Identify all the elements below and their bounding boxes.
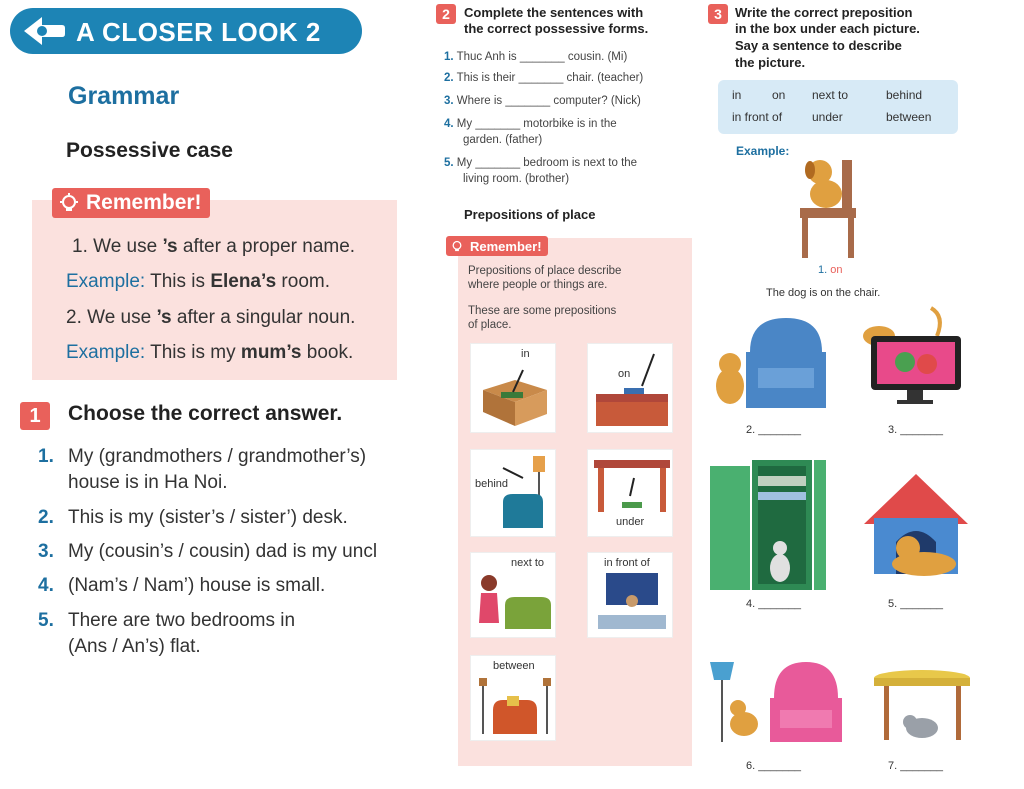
remember-badge-label: Remember!	[86, 191, 202, 214]
remember-badge	[446, 236, 548, 256]
answer-blank-2[interactable]: 2. _______	[746, 424, 802, 436]
exercise-2-item-cont: living room. (brother)	[463, 173, 570, 185]
exercise-3-number: 3	[708, 4, 728, 24]
exercise-2-number: 2	[436, 4, 456, 24]
answer-blank-7[interactable]: 7. _______	[888, 760, 944, 772]
picture-behind	[470, 449, 556, 537]
picture-between	[470, 655, 556, 741]
exercise-1-item-cont: house is in Ha Noi.	[68, 472, 228, 493]
tv-cat-illustration	[592, 571, 672, 635]
dog-on-chair-illustration	[790, 150, 870, 260]
word-option: next to	[812, 88, 849, 102]
answer-blank-5[interactable]: 5. _______	[888, 598, 944, 610]
example-1: Example: This is Elena’s room.	[66, 271, 331, 292]
picture-under	[587, 449, 673, 537]
exercise-3-title: Write the correct preposition	[735, 5, 913, 20]
exercise-2-item-cont: garden. (father)	[463, 134, 543, 146]
exercise-3-title: in the box under each picture.	[735, 21, 920, 36]
lamp-chair-illustration	[491, 454, 555, 536]
cat-under-table-illustration	[870, 668, 974, 744]
word-option: on	[772, 88, 786, 102]
label-behind: behind	[475, 478, 509, 490]
exercise-3-title: Say a sentence to describe	[735, 38, 902, 53]
rule-1: 1. We use ’s after a proper name.	[72, 236, 356, 257]
table-under-illustration	[592, 454, 672, 514]
label-between: between	[493, 660, 535, 672]
chair-lamps-illustration	[475, 674, 555, 738]
example-2: Example: This is my mum’s book.	[66, 342, 354, 363]
answer-blank-6[interactable]: 6. _______	[746, 760, 802, 772]
label-in-front-of: in front of	[604, 557, 650, 569]
word-option: in front of	[732, 110, 783, 124]
exercise-1-item: 2. This is my (sister’s / sister’) desk.	[38, 507, 348, 528]
exercise-1-item-cont: (Ans / An’s) flat.	[68, 636, 201, 657]
label-in: in	[521, 348, 530, 360]
page-title: A CLOSER LOOK 2	[76, 17, 321, 47]
exercise-2-item: 1. Thuc Anh is _______ cousin. (Mi)	[444, 51, 628, 63]
exercise-3-title: the picture.	[735, 55, 806, 70]
possessive-heading: Possessive case	[66, 139, 233, 162]
box-illustration	[477, 364, 551, 430]
word-option: between	[886, 110, 932, 124]
picture-next-to	[470, 552, 556, 638]
exercise-2-item: 4. My _______ motorbike is in the	[444, 118, 617, 130]
example-sentence: The dog is on the chair.	[766, 287, 881, 299]
word-box	[718, 80, 958, 134]
exercise-1-number: 1	[20, 402, 50, 430]
exercise-1-item: 4. (Nam’s / Nam’) house is small.	[38, 575, 326, 596]
word-option: under	[812, 110, 843, 124]
grammar-heading: Grammar	[68, 82, 180, 110]
answer-blank-4[interactable]: 4. _______	[746, 598, 802, 610]
lightbulb-icon	[450, 239, 464, 253]
picture-in	[470, 343, 556, 433]
exercise-1-item: 3. My (cousin’s / cousin) dad is my uncl	[38, 541, 378, 562]
picture-on	[587, 343, 673, 433]
cat-in-wardrobe-illustration	[706, 456, 830, 596]
prepositions-heading: Prepositions of place	[464, 207, 596, 222]
word-option: behind	[886, 88, 923, 102]
exercise-2-title-cont: the correct possessive forms.	[464, 21, 649, 36]
exercise-1-item: 1. My (grandmothers / grandmother’s)	[38, 446, 367, 467]
lightbulb-icon	[58, 192, 80, 214]
dog-in-doghouse-illustration	[860, 470, 972, 588]
exercise-1-title: Choose the correct answer.	[68, 402, 343, 425]
hand-pointer-icon	[18, 13, 66, 49]
exercise-2-item: 2. This is their _______ chair. (teacher)	[444, 72, 644, 84]
exercise-2-title: Complete the sentences with	[464, 5, 644, 20]
label-under: under	[616, 516, 645, 528]
word-option: in	[732, 88, 742, 102]
remember-badge	[52, 188, 210, 218]
example-label: Example:	[736, 144, 790, 158]
exercise-1-item: 5. There are two bedrooms in	[38, 610, 296, 631]
table-book-illustration	[592, 352, 672, 432]
answer-blank-3[interactable]: 3. _______	[888, 424, 944, 436]
exercise-2-item: 3. Where is _______ computer? (Nick)	[444, 95, 641, 107]
girl-sofa-illustration	[475, 569, 555, 635]
dog-next-to-armchair-illustration	[706, 312, 836, 416]
label-on: on	[618, 368, 631, 380]
lesson-header-banner	[10, 8, 362, 54]
prepositions-desc: Prepositions of place describe where people or things are.	[468, 265, 622, 291]
remember-badge-label: Remember!	[470, 238, 542, 254]
prepositions-desc: These are some prepositions of place.	[468, 305, 617, 331]
example-answer: 1. on	[818, 264, 843, 276]
cat-between-illustration	[704, 658, 844, 746]
exercise-2-item: 5. My _______ bedroom is next to the	[444, 157, 638, 169]
picture-in-front-of	[587, 552, 673, 638]
cat-behind-tv-illustration	[855, 306, 967, 414]
rule-2: 2. We use ’s after a singular noun.	[66, 307, 356, 328]
label-next-to: next to	[511, 557, 545, 569]
